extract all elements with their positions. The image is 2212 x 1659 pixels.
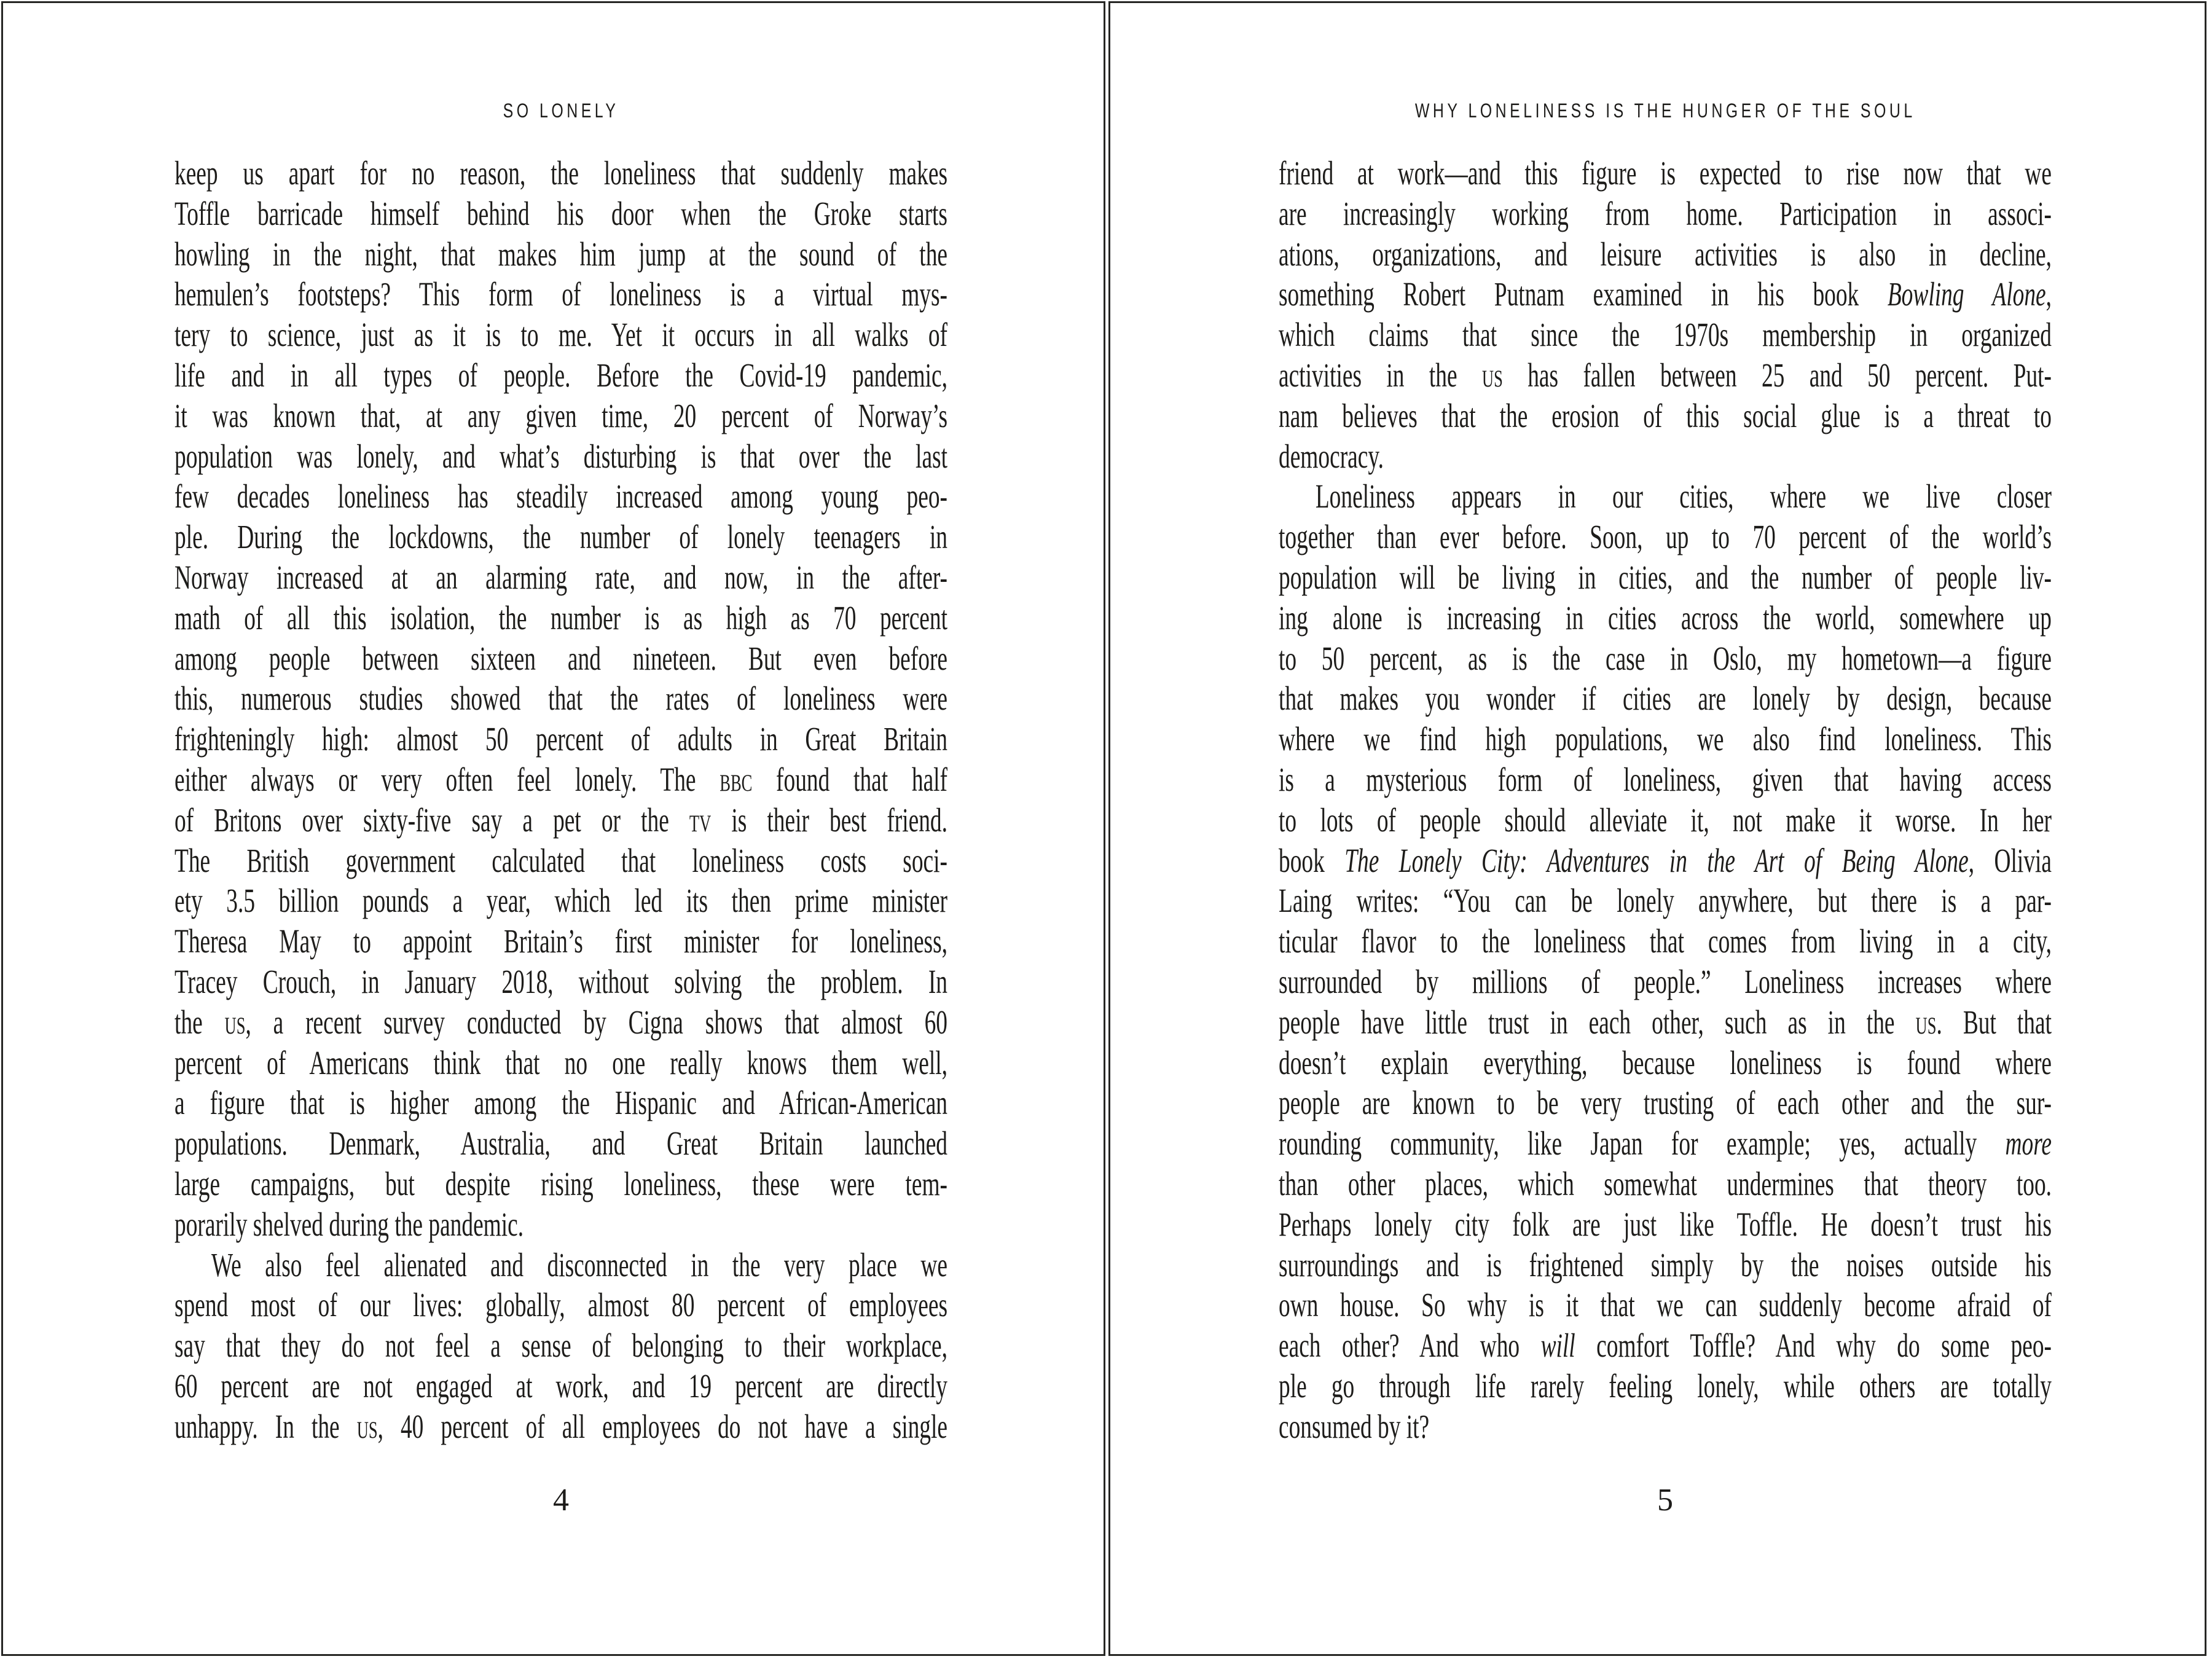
body-text: is a mysterious form of loneliness, given that having access (1279, 760, 2052, 798)
text-line (1279, 396, 2052, 436)
running-header-left (175, 101, 947, 120)
body-text: has fallen between 25 and 50 percent. Put- (1502, 356, 2052, 394)
body-text: than other places, which somewhat undermines that theory too. (1279, 1164, 2052, 1202)
text-line (1279, 759, 2052, 800)
text-line (175, 759, 947, 800)
text-line (175, 962, 947, 1002)
text-line (1279, 598, 2052, 638)
text-line (175, 719, 947, 759)
text-line (1279, 719, 2052, 759)
right-page-body-text (1279, 153, 2052, 1447)
body-text: to 50 percent, as is the case in Oslo, my hometown—a figure (1279, 639, 2052, 677)
body-text: ple go through life rarely feeling lonely, while others are totally (1279, 1367, 2052, 1405)
text-line (1279, 1285, 2052, 1325)
body-text: ticular flavor to the loneliness that comes from living in a city, (1279, 922, 2052, 960)
smallcaps-text: us (224, 1003, 246, 1041)
body-text: frighteningly high: almost 50 percent of adults in Great Britain (175, 720, 947, 758)
text-line (1279, 1002, 2052, 1043)
body-text: rounding community, like Japan for example; yes, actually (1279, 1124, 2006, 1163)
body-text: We also feel alienated and disconnected in the very place we (211, 1245, 948, 1284)
body-text: it was known that, at any given time, 20 percent of Norway’s (175, 396, 947, 434)
body-text: math of all this isolation, the number is as high as 70 percent (175, 598, 947, 637)
right-page (1108, 1, 2206, 1656)
text-line (1279, 153, 2052, 194)
text-line (175, 1204, 947, 1245)
text-line (175, 1285, 947, 1325)
text-line (175, 517, 947, 557)
body-text: few decades loneliness has steadily increased among young peo- (175, 477, 947, 516)
smallcaps-text: us (1481, 356, 1503, 394)
body-text: something Robert Putnam examined in his book (1279, 275, 1888, 313)
text-line (1279, 841, 2052, 881)
text-line (1279, 1083, 2052, 1123)
left-page (1, 1, 1105, 1656)
text-line (175, 1164, 947, 1204)
body-text: keep us apart for no reason, the loneliness that suddenly makes (175, 154, 947, 192)
body-text: spend most of our lives: globally, almost 80 percent of employees (175, 1286, 947, 1324)
text-line (1279, 194, 2052, 234)
smallcaps-text: bbc (720, 760, 753, 798)
left-page-body-text (175, 153, 947, 1447)
right-page-number (1279, 1482, 2052, 1519)
body-text: friend at work—and this figure is expected to rise now that we (1279, 154, 2052, 192)
text-line (175, 396, 947, 436)
smallcaps-text: us (356, 1407, 378, 1445)
text-line (1279, 962, 2052, 1002)
body-text: howling in the night, that makes him jump at the sound of the (175, 235, 947, 273)
body-text: Loneliness appears in our cities, where we live closer (1315, 477, 2052, 516)
body-text: Laing writes: “You can be lonely anywhere, but there is a par- (1279, 882, 2052, 920)
italic-text: Bowling Alone (1887, 275, 2046, 313)
body-text: life and in all types of people. Before the Covid-19 pandemic, (175, 356, 947, 394)
body-text: ety 3.5 billion pounds a year, which led its then prime minister (175, 882, 947, 920)
text-line (1279, 1245, 2052, 1285)
text-line (1279, 517, 2052, 557)
body-text: , (2045, 275, 2052, 313)
italic-text: will (1540, 1327, 1575, 1365)
body-text: either always or very often feel lonely. The (175, 760, 720, 798)
text-line (175, 1366, 947, 1406)
left-page-number (175, 1482, 947, 1519)
text-line (1279, 557, 2052, 598)
body-text: surroundings and is frightened simply by the noises outside his (1279, 1245, 2052, 1284)
body-text: democracy. (1279, 437, 1384, 475)
running-header-right-text: WHY LONELINESS IS THE HUNGER OF THE SOUL (1414, 100, 1916, 122)
text-line (175, 153, 947, 194)
text-line (175, 1043, 947, 1083)
body-text: that makes you wonder if cities are lonely by design, because (1279, 680, 2052, 718)
text-line (1279, 1043, 2052, 1083)
italic-text: The Lonely City: Adventures in the Art of Being Alone (1344, 841, 1969, 879)
body-text: Tracey Crouch, in January 2018, without solving the problem. In (175, 962, 947, 1000)
text-line (1279, 921, 2052, 962)
text-line (1279, 638, 2052, 679)
body-text: , a recent survey conducted by Cigna shows that almost 60 (245, 1003, 947, 1041)
body-text: Theresa May to appoint Britain’s first minister for loneliness, (175, 922, 947, 960)
text-line (1279, 274, 2052, 315)
body-text: nam believes that the erosion of this social glue is a threat to (1279, 396, 2052, 434)
text-line (175, 1325, 947, 1366)
body-text: Norway increased at an alarming rate, and now, in the after- (175, 558, 947, 596)
text-line (175, 1406, 947, 1447)
smallcaps-text: us (1915, 1003, 1937, 1041)
text-line (1279, 1204, 2052, 1245)
body-text: where we find high populations, we also find loneliness. This (1279, 720, 2052, 758)
body-text: to lots of people should alleviate it, not make it worse. In her (1279, 801, 2052, 839)
body-text: populations. Denmark, Australia, and Great Britain launched (175, 1124, 947, 1163)
text-line (175, 880, 947, 921)
text-line (1279, 800, 2052, 841)
text-line (175, 1245, 947, 1285)
body-text: people are known to be very trusting of each other and the sur- (1279, 1084, 2052, 1122)
body-text: population will be living in cities, and the number of people liv- (1279, 558, 2052, 596)
running-header-left-text: SO LONELY (503, 100, 619, 122)
body-text: the (175, 1003, 225, 1041)
text-line (175, 557, 947, 598)
text-line (175, 355, 947, 396)
text-line (175, 194, 947, 234)
body-text: of Britons over sixty-five say a pet or the (175, 801, 689, 839)
text-line (175, 1123, 947, 1164)
text-line (175, 476, 947, 517)
text-line (175, 841, 947, 881)
body-text: book (1279, 841, 1345, 879)
text-line (175, 274, 947, 315)
body-text: is their best friend. (711, 801, 947, 839)
body-text: ple. During the lockdowns, the number of lonely teenagers in (175, 518, 947, 556)
text-line (175, 1083, 947, 1123)
text-line (1279, 1406, 2052, 1447)
text-line (1279, 476, 2052, 517)
left-page-number-text: 4 (553, 1483, 569, 1518)
text-line (1279, 315, 2052, 355)
body-text: together than ever before. Soon, up to 70 percent of the world’s (1279, 518, 2052, 556)
body-text: percent of Americans think that no one really knows them well, (175, 1043, 947, 1081)
body-text: people have little trust in each other, such as in the (1279, 1003, 1916, 1041)
text-line (175, 234, 947, 275)
text-line (1279, 1325, 2052, 1366)
right-page-number-text: 5 (1657, 1483, 1673, 1518)
text-line (175, 678, 947, 719)
body-text: , 40 percent of all employees do not have a single (377, 1407, 947, 1445)
body-text: comfort Toffle? And why do some peo- (1575, 1327, 2052, 1365)
body-text: among people between sixteen and nineteen. But even before (175, 639, 947, 677)
text-line (1279, 355, 2052, 396)
running-header-right (1279, 101, 2052, 120)
text-line (1279, 1123, 2052, 1164)
body-text: ations, organizations, and leisure activities is also in decline, (1279, 235, 2052, 273)
text-line (175, 921, 947, 962)
text-line (175, 638, 947, 679)
body-text: activities in the (1279, 356, 1482, 394)
smallcaps-text: tv (689, 801, 712, 839)
text-line (1279, 436, 2052, 477)
body-text: large campaigns, but despite rising loneliness, these were tem- (175, 1164, 947, 1202)
body-text: consumed by it? (1279, 1407, 1430, 1445)
body-text: unhappy. In the (175, 1407, 357, 1445)
body-text: , Olivia (1968, 841, 2052, 879)
body-text: surrounded by millions of people.” Loneliness increases where (1279, 962, 2052, 1000)
body-text: The British government calculated that loneliness costs soci- (175, 841, 947, 879)
body-text: found that half (752, 760, 948, 798)
body-text: doesn’t explain everything, because loneliness is found where (1279, 1043, 2052, 1081)
body-text: porarily shelved during the pandemic. (175, 1205, 524, 1243)
body-text: hemulen’s footsteps? This form of loneliness is a virtual mys- (175, 275, 947, 313)
body-text: 60 percent are not engaged at work, and 19 percent are directly (175, 1367, 947, 1405)
body-text: ing alone is increasing in cities across the world, somewhere up (1279, 598, 2052, 637)
body-text: tery to science, just as it is to me. Yet it occurs in all walks of (175, 316, 947, 354)
text-line (175, 436, 947, 477)
body-text: a figure that is higher among the Hispanic and African-American (175, 1084, 947, 1122)
body-text: own house. So why is it that we can suddenly become afraid of (1279, 1286, 2052, 1324)
body-text: Perhaps lonely city folk are just like Toffle. He doesn’t trust his (1279, 1205, 2052, 1243)
italic-text: more (2005, 1124, 2052, 1163)
body-text: say that they do not feel a sense of belonging to their workplace, (175, 1327, 947, 1365)
text-line (1279, 880, 2052, 921)
text-line (175, 1002, 947, 1043)
text-line (175, 315, 947, 355)
body-text: Toffle barricade himself behind his door when the Groke starts (175, 194, 947, 232)
body-text: are increasingly working from home. Participation in associ- (1279, 194, 2052, 232)
text-line (1279, 1366, 2052, 1406)
text-line (1279, 678, 2052, 719)
text-line (175, 800, 947, 841)
text-line (1279, 1164, 2052, 1204)
body-text: this, numerous studies showed that the rates of loneliness were (175, 680, 947, 718)
text-line (175, 598, 947, 638)
body-text: each other? And who (1279, 1327, 1541, 1365)
body-text: population was lonely, and what’s disturbing is that over the last (175, 437, 947, 475)
text-line (1279, 234, 2052, 275)
body-text: which claims that since the 1970s membership in organized (1279, 316, 2052, 354)
body-text: . But that (1936, 1003, 2052, 1041)
